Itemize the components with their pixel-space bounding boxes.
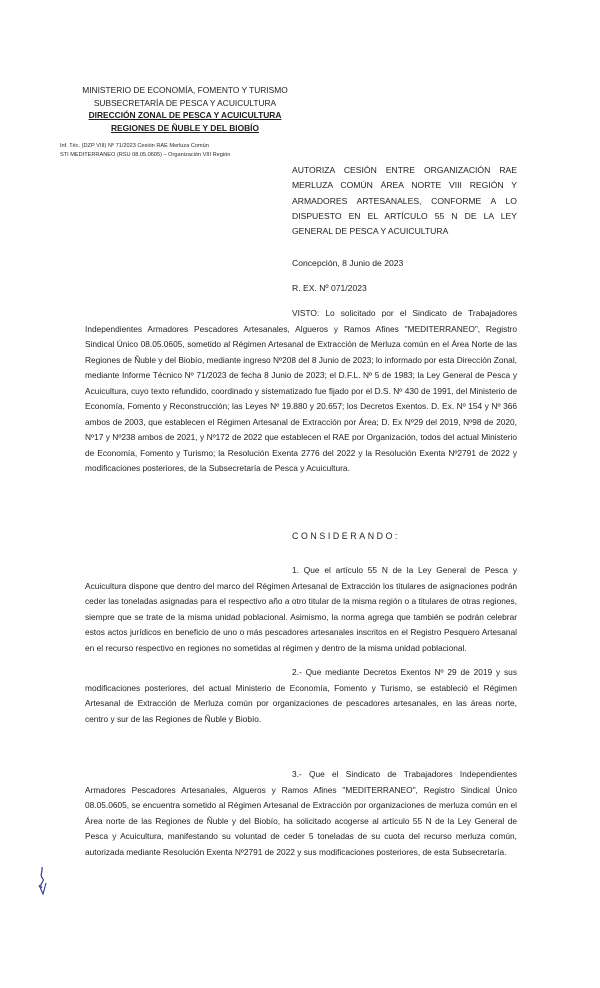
resolution-subject: AUTORIZA CESIÓN ENTRE ORGANIZACIÓN RAE MERLUZA COMÚN ÁREA NORTE VIII REGIÓN Y ARMADORES ARTESANALES, CONFORME A LO DISPUESTO EN EL ARTÍCULO 55 N DE LA LEY GENERAL DE PESCA Y ACUICULTURA <box>292 165 517 237</box>
considerando-2: 2.- Que mediante Decretos Exentos Nº 29 de 2019 y sus modificaciones posteriores, del actual Ministerio de Economía, Fomento y Turismo, se estableció el Régimen Artesanal de Extracción de Merluza común por organizaciones de pescadores artesanales, en las áreas norte, centro y sur de las Regiones de Ñuble y Biobío. <box>85 667 517 724</box>
margin-initials-mark <box>36 866 48 896</box>
reference-line: STI MEDITERRANEO (RSU 08.05.0605) – Organización VIII Región <box>60 151 231 158</box>
visto-paragraph: VISTO: Lo solicitado por el Sindicato de Trabajadores Independientes Armadores Pescadores Artesanales, Algueros y Ramos Afines "MEDITERRANEO", Registro Sindical Único 08.05.0605, sometido al Régimen Artesanal de Extracción de Merluza común en el Área Norte de las Regiones de Ñuble y del Biobío, mediante ingreso Nº208 del 8 Junio de 2023; lo informado por esta Dirección Zonal, mediante Informe Técnico Nº 71/2023 de fecha 8 Junio de 2023; el D.F.L. Nº 5 de 1983; la Ley General de Pesca y Acuicultura, cuyo texto refundido, coordinado y sistematizado fue fijado por el D.S. Nº 430 de 1991, del Ministerio de Economía, Fomento y Reconstrucción; las Leyes Nº 19.880 y 20.657; los Decretos Exentos. D. Ex. Nº 154 y Nº 366 ambos de 2003, que establecen el Régimen Artesanal de Extracción por Área; D. Ex Nº29 del 2019, Nº98 de 2020, Nº17 y Nº238 ambos de 2021, y Nº172 de 2022 que establecen el RAE por Organización, todos del actual Ministerio de Economía, Fomento y Turismo; la Resolución Exenta 2776 del 2022 y la Resolución Exenta Nº2791 de 2022 y modificaciones posteriores, de la Subsecretaría de Pesca y Acuicultura. <box>85 308 517 473</box>
reference-line: Inf. Téc. (DZP VIII) Nº 71/2023 Cesión RAE Merluza Común <box>60 143 209 149</box>
letterhead-ministry: MINISTERIO DE ECONOMÍA, FOMENTO Y TURISMO <box>82 85 288 95</box>
letterhead-subsecretaria: SUBSECRETARÍA DE PESCA Y ACUICULTURA <box>93 97 277 108</box>
reference-block <box>60 142 310 159</box>
considerando-3: 3.- Que el Sindicato de Trabajadores Independientes Armadores Pescadores Artesanales, Algueros y Ramos Afines "MEDITERRANEO", Registro Sindical Único 08.05.0605, se encuentra sometido al Régimen Artesanal de Extracción por organizaciones de merluza común en el Área norte de las Regiones de Ñuble y del Biobío, ha solicitado acogerse al artículo 55 N de la Ley General de Pesca y Acuicultura, manifestando su voluntad de ceder 5 toneladas de su cuota del recurso merluza común, autorizada mediante Resolución Exenta Nº2791 de 2022 y sus modificaciones posteriores, de esta Subsecretaría. <box>85 769 517 857</box>
letterhead-regiones: REGIONES DE ÑUBLE Y DEL BIOBÍO <box>111 122 259 133</box>
letterhead-direccion-zonal: DIRECCIÓN ZONAL DE PESCA Y ACUICULTURA <box>88 110 282 121</box>
resolution-number: R. EX. Nº 071/2023 <box>292 283 367 293</box>
letterhead <box>60 84 310 134</box>
considerando-1: 1. Que el artículo 55 N de la Ley General de Pesca y Acuicultura dispone que dentro del marco del Régimen Artesanal de Extracción los titulares de asignaciones podrán ceder las toneladas asignadas para el respectivo año a otro titular de la misma región o a titulares de otras regiones, siempre que se trate de la misma unidad poblacional. Asimismo, la norma agrega que también se podrán celebrar estos actos jurídicos en beneficio de uno o más pescadores artesanales inscritos en el Registro Pesquero Artesanal en el recurso respectivo en regiones no sometidas al régimen y dentro de la misma unidad poblacional. <box>85 565 517 653</box>
considerando-heading: CONSIDERANDO: <box>292 531 401 541</box>
resolution-date: Concepción, 8 Junio de 2023 <box>292 258 404 268</box>
